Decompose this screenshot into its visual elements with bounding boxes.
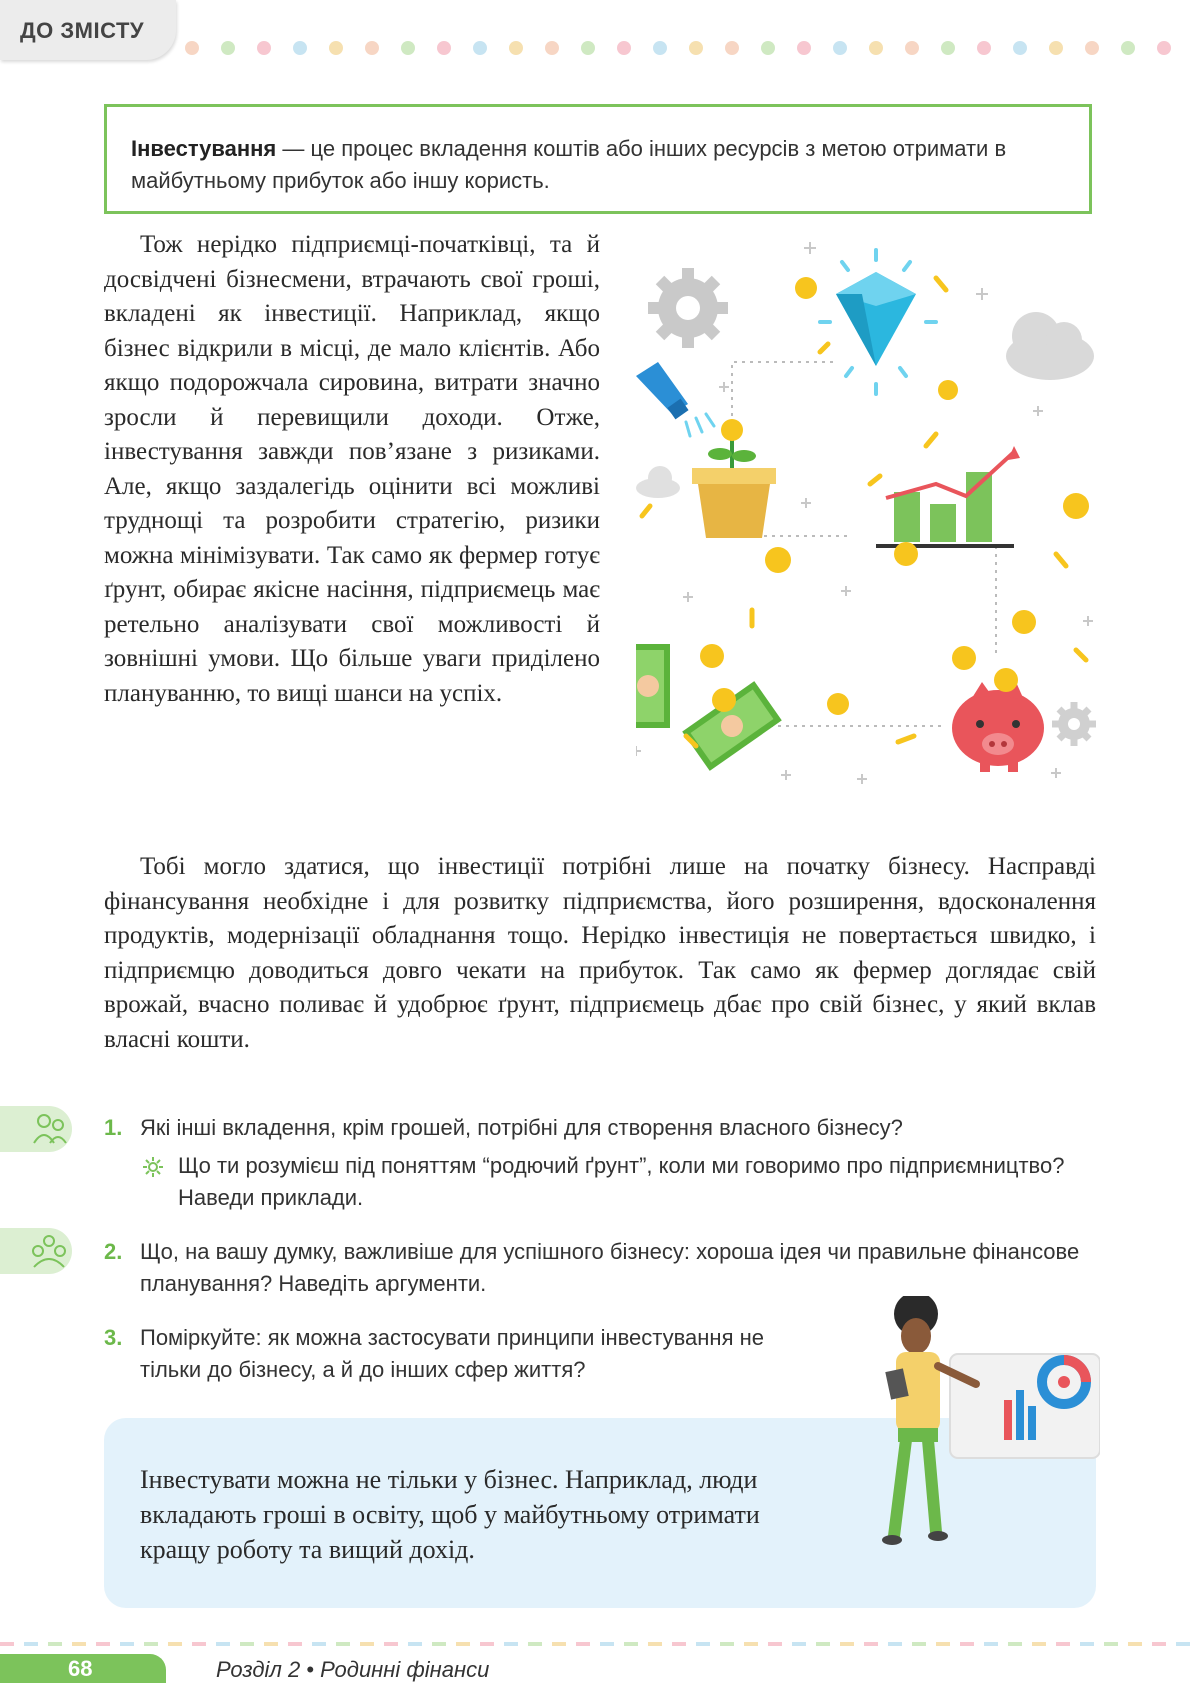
decorative-dot xyxy=(293,41,307,55)
page-number-tab xyxy=(0,1654,166,1683)
decorative-dash xyxy=(744,1642,758,1646)
decorative-dot xyxy=(221,41,235,55)
paragraph-2: Тобі могло здатися, що інвестиції потрібні лише на початку бізнесу. Насправді фінансування необхідне і для розвитку підприємства, його розширення, вдосконалення продуктів, модернізації обладнання тощо. Нерідко інвестиція не повертається швидко, і підприємцю доводиться довго чекати на прибуток. Так само як фермер доглядає свій врожай, вчасно поливає й удобрює ґрунт, підприємець дбає про свій бізнес, у який вклав власні кошти. xyxy=(104,853,1096,1053)
decorative-dash xyxy=(528,1642,542,1646)
individual-task-tab xyxy=(0,1106,72,1152)
decorative-dash xyxy=(264,1642,278,1646)
decorative-dot xyxy=(401,41,415,55)
decorative-dash xyxy=(288,1642,302,1646)
decorative-dot xyxy=(761,41,775,55)
people-pair-icon xyxy=(30,1111,68,1147)
small-gear-icon xyxy=(1052,702,1096,746)
decorative-dash xyxy=(792,1642,806,1646)
decorative-dot xyxy=(545,41,559,55)
paragraph-1: Тож нерідко підприємці-початківці, та й досвідчені бізнесмени, втрачають свої гроші, вкладені як інвестиції. Наприклад, якщо бізнес відкрили в місці, де мало клієнтів. Або якщо подорожчала сировина, витрати значно зросли й перевищили доходи. Отже, інвестування завжди пов’язане з ризиками. Але, якщо заздалегідь оцінити всі можливі труднощі та розробити стратегію, ризики можна мінімізувати. Так само як фермер готує ґрунт, обирає якісне насіння, підприємець має ретельно аналізувати свої можливості й зовнішні умови. Що більше уваги приділено плануванню, то вищі шанси на успіх. xyxy=(104,231,600,707)
decorative-dash xyxy=(168,1642,182,1646)
decorative-dot xyxy=(509,41,523,55)
decorative-dot xyxy=(1121,41,1135,55)
decorative-dash xyxy=(192,1642,206,1646)
decorative-dot xyxy=(581,41,595,55)
piggy-bank-icon xyxy=(952,682,1044,772)
gear-icon xyxy=(648,268,728,348)
definition-body: — це процес вкладення коштів або інших ресурсів з метою отримати в майбутньому прибуток або іншу користь. xyxy=(131,136,1007,193)
decorative-dash xyxy=(960,1642,974,1646)
question-1-extra xyxy=(142,1150,1092,1214)
decorative-dash xyxy=(504,1642,518,1646)
presenter-illustration xyxy=(880,1296,1100,1546)
table-of-contents-label: ДО ЗМІСТУ xyxy=(20,18,145,43)
decorative-dot xyxy=(329,41,343,55)
question-text: Що, на вашу думку, важливіше для успішного бізнесу: хороша ідея чи правильне фінансове планування? Наведіть аргументи. xyxy=(140,1239,1080,1296)
decorative-dot xyxy=(869,41,883,55)
decorative-dot xyxy=(905,41,919,55)
decorative-dash xyxy=(864,1642,878,1646)
decorative-dash xyxy=(912,1642,926,1646)
decorative-dash xyxy=(720,1642,734,1646)
footer-dash-line xyxy=(0,1642,1190,1646)
question-number: 2. xyxy=(104,1239,123,1264)
decorative-dash xyxy=(600,1642,614,1646)
decorative-dash xyxy=(696,1642,710,1646)
decorative-dot xyxy=(473,41,487,55)
decorative-dot xyxy=(365,41,379,55)
decorative-dash xyxy=(24,1642,38,1646)
decorative-dot xyxy=(653,41,667,55)
question-text: Які інші вкладення, крім грошей, потрібні для створення власного бізнесу? xyxy=(140,1115,903,1140)
question-text: Поміркуйте: як можна застосувати принципи інвестування не тільки до бізнесу, а й до інших сфер життя? xyxy=(140,1325,764,1382)
section-title: Розділ 2 • Родинні фінанси xyxy=(216,1657,490,1682)
decorative-dash xyxy=(240,1642,254,1646)
decorative-dash xyxy=(72,1642,86,1646)
page-number: 68 xyxy=(68,1656,93,1681)
decorative-dash xyxy=(648,1642,662,1646)
decorative-dot xyxy=(689,41,703,55)
diamond-icon xyxy=(836,272,916,366)
decorative-dash xyxy=(984,1642,998,1646)
decorative-dash xyxy=(1056,1642,1070,1646)
decorative-dash xyxy=(0,1642,14,1646)
decorative-dash xyxy=(1152,1642,1166,1646)
decorative-dash xyxy=(360,1642,374,1646)
decorative-dot xyxy=(185,41,199,55)
question-text: Що ти розумієш під поняттям “родючий ґрунт”, коли ми говоримо про підприємництво? Наведи приклади. xyxy=(178,1153,1065,1210)
info-note-text: Інвестувати можна не тільки у бізнес. Наприклад, люди вкладають гроші в освіту, щоб у майбутньому отримати кращу роботу та вищий дохід. xyxy=(140,1465,760,1564)
table-of-contents-button[interactable] xyxy=(0,0,176,60)
decorative-dot xyxy=(1157,41,1171,55)
decorative-dash xyxy=(1032,1642,1046,1646)
question-1 xyxy=(104,1112,1094,1144)
decorative-dot xyxy=(1049,41,1063,55)
decorative-dash xyxy=(552,1642,566,1646)
decorative-dash xyxy=(144,1642,158,1646)
decorative-dash xyxy=(624,1642,638,1646)
decorative-dash xyxy=(768,1642,782,1646)
decorative-dot xyxy=(833,41,847,55)
definition-box xyxy=(104,104,1092,214)
decorative-dash xyxy=(840,1642,854,1646)
plant-pot-icon xyxy=(692,419,776,538)
decorative-dash xyxy=(456,1642,470,1646)
group-task-tab xyxy=(0,1228,72,1274)
investment-illustration xyxy=(636,236,1096,806)
decorative-dash xyxy=(432,1642,446,1646)
question-number: 3. xyxy=(104,1325,123,1350)
decorative-dash xyxy=(336,1642,350,1646)
decorative-dot-row xyxy=(180,40,1190,56)
decorative-dash xyxy=(1176,1642,1190,1646)
people-group-icon xyxy=(30,1233,68,1269)
question-2 xyxy=(104,1236,1094,1300)
decorative-dot xyxy=(725,41,739,55)
decorative-dash xyxy=(120,1642,134,1646)
question-3 xyxy=(104,1322,824,1386)
decorative-dot xyxy=(437,41,451,55)
sun-star-icon xyxy=(142,1156,164,1178)
small-cloud-icon xyxy=(636,466,680,498)
decorative-dash xyxy=(312,1642,326,1646)
decorative-dash xyxy=(1080,1642,1094,1646)
decorative-dot xyxy=(617,41,631,55)
decorative-dot xyxy=(941,41,955,55)
decorative-dash xyxy=(888,1642,902,1646)
cloud-icon xyxy=(1006,312,1094,380)
money-bill-icon xyxy=(636,644,670,728)
decorative-dot xyxy=(1013,41,1027,55)
decorative-dash xyxy=(48,1642,62,1646)
decorative-dash xyxy=(480,1642,494,1646)
growth-chart-icon xyxy=(876,446,1020,546)
decorative-dash xyxy=(384,1642,398,1646)
decorative-dash xyxy=(1104,1642,1118,1646)
decorative-dash xyxy=(672,1642,686,1646)
decorative-dash xyxy=(408,1642,422,1646)
decorative-dash xyxy=(936,1642,950,1646)
decorative-dot xyxy=(257,41,271,55)
question-number: 1. xyxy=(104,1115,123,1140)
decorative-dot xyxy=(1085,41,1099,55)
definition-text xyxy=(131,133,1071,197)
definition-term: Інвестування xyxy=(131,136,277,161)
decorative-dash xyxy=(216,1642,230,1646)
decorative-dash xyxy=(96,1642,110,1646)
decorative-dash xyxy=(576,1642,590,1646)
decorative-dot xyxy=(977,41,991,55)
decorative-dash xyxy=(1008,1642,1022,1646)
decorative-dash xyxy=(1128,1642,1142,1646)
watering-can-icon xyxy=(636,362,689,419)
decorative-dash xyxy=(816,1642,830,1646)
decorative-dot xyxy=(797,41,811,55)
